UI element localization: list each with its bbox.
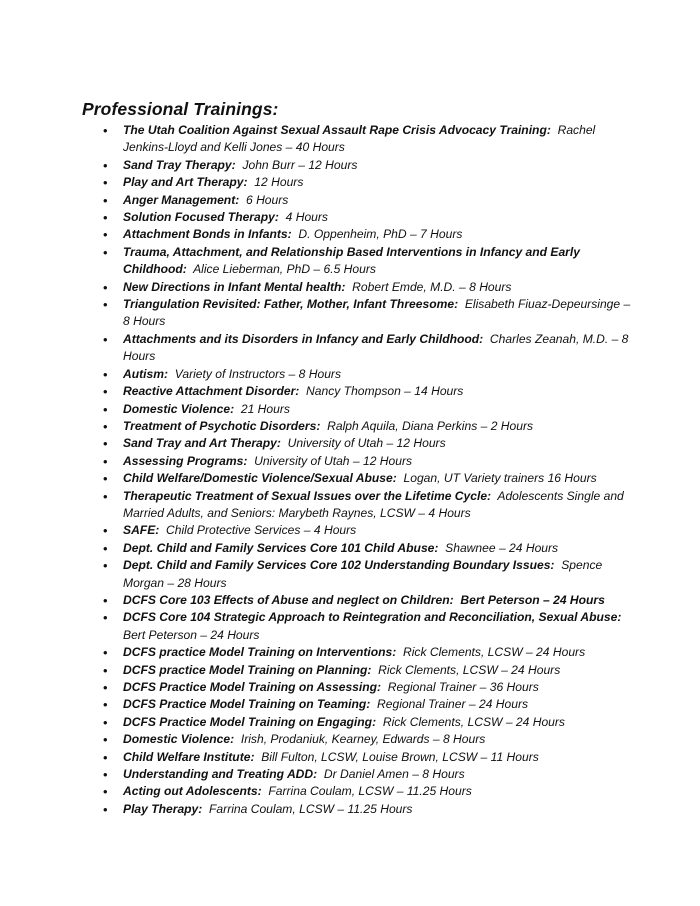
bullet-icon: • xyxy=(103,784,108,800)
training-list-item xyxy=(98,244,633,279)
bullet-icon: • xyxy=(103,279,108,295)
training-detail: Rick Clements, LCSW – 24 Hours xyxy=(403,645,586,660)
bullet-icon: • xyxy=(103,366,108,382)
bullet-icon: • xyxy=(103,714,108,730)
training-title: Dept. Child and Family Services Core 102 Understanding Boundary Issues: xyxy=(123,558,555,573)
bullet-icon: • xyxy=(103,453,108,469)
training-list-item xyxy=(98,122,633,157)
training-detail: University of Utah – 12 Hours xyxy=(287,436,446,451)
training-title: Child Welfare Institute: xyxy=(123,749,255,764)
training-list-item xyxy=(98,696,633,713)
bullet-icon: • xyxy=(103,767,108,783)
bullet-icon: • xyxy=(103,157,108,173)
training-detail: Elisabeth Fiuaz-Depeursinge – 8 Hours xyxy=(123,297,631,329)
training-detail: Alice Lieberman, PhD – 6.5 Hours xyxy=(193,262,376,277)
training-detail: Variety of Instructors – 8 Hours xyxy=(174,366,341,381)
bullet-icon: • xyxy=(103,592,108,608)
bullet-icon: • xyxy=(103,680,108,695)
training-title: SAFE: xyxy=(123,523,160,538)
training-list-item xyxy=(98,331,633,366)
training-list-item xyxy=(98,209,633,226)
training-detail: Dr Daniel Amen – 8 Hours xyxy=(323,767,465,782)
training-detail: Logan, UT Variety trainers 16 Hours xyxy=(403,471,597,486)
training-title: Play Therapy: xyxy=(123,801,203,816)
bullet-icon: • xyxy=(103,523,108,539)
bullet-icon: • xyxy=(103,645,108,661)
training-title: Reactive Attachment Disorder: xyxy=(123,384,300,399)
training-list-item xyxy=(98,279,633,296)
training-detail: Adolescents Single and Married Adults, and Seniors: Marybeth Raynes, LCSW – 4 Hours xyxy=(123,488,624,520)
training-detail: Farrina Coulam, LCSW – 11.25 Hours xyxy=(209,801,413,816)
bullet-icon: • xyxy=(103,244,108,260)
training-list-item xyxy=(98,296,633,331)
training-list-item xyxy=(98,470,633,487)
training-title: New Directions in Infant Mental health: xyxy=(123,279,346,294)
training-detail: Rick Clements, LCSW – 24 Hours xyxy=(382,714,565,729)
bullet-icon: • xyxy=(103,331,108,347)
bullet-icon: • xyxy=(103,697,108,713)
training-detail: University of Utah – 12 Hours xyxy=(254,453,413,468)
bullet-icon: • xyxy=(103,384,108,400)
training-title: Understanding and Treating ADD: xyxy=(123,767,318,782)
training-detail: 6 Hours xyxy=(245,192,289,207)
training-list-item xyxy=(98,383,633,400)
training-list-item xyxy=(98,418,633,435)
training-list-item xyxy=(98,679,633,696)
training-list-item xyxy=(98,453,633,470)
training-title: Acting out Adolescents: xyxy=(123,784,262,799)
training-detail: Regional Trainer – 24 Hours xyxy=(377,697,529,712)
training-title: The Utah Coalition Against Sexual Assault Rape Crisis Advocacy Training: xyxy=(123,123,551,137)
training-title: Child Welfare/Domestic Violence/Sexual Abuse: xyxy=(123,471,397,486)
training-list-item xyxy=(98,731,633,748)
training-list-item xyxy=(98,366,633,383)
training-title: DCFS Practice Model Training on Teaming: xyxy=(123,697,371,712)
bullet-icon: • xyxy=(103,210,108,226)
training-list-item xyxy=(98,488,633,523)
training-title: Therapeutic Treatment of Sexual Issues over the Lifetime Cycle: xyxy=(123,488,492,503)
training-title: DCFS practice Model Training on Interventions: xyxy=(123,645,397,660)
training-detail: 12 Hours xyxy=(254,175,304,190)
training-title: Domestic Violence: xyxy=(123,732,235,747)
training-title: Assessing Programs: xyxy=(123,453,248,468)
training-detail: D. Oppenheim, PhD – 7 Hours xyxy=(298,227,463,242)
training-list-item xyxy=(98,592,633,609)
training-title: Treatment of Psychotic Disorders: xyxy=(123,418,321,433)
bullet-icon: • xyxy=(103,732,108,748)
bullet-icon: • xyxy=(103,801,108,817)
training-list-item xyxy=(98,522,633,539)
training-detail: Nancy Thompson – 14 Hours xyxy=(306,384,464,399)
bullet-icon: • xyxy=(103,297,108,313)
training-title: Solution Focused Therapy: xyxy=(123,210,279,225)
bullet-icon: • xyxy=(103,558,108,574)
training-list-item xyxy=(98,801,633,818)
training-detail: Farrina Coulam, LCSW – 11.25 Hours xyxy=(268,784,472,799)
bullet-icon: • xyxy=(103,123,108,138)
training-title: Sand Tray Therapy: xyxy=(123,157,236,172)
training-detail: Robert Emde, M.D. – 8 Hours xyxy=(352,279,512,294)
training-list-item xyxy=(98,435,633,452)
bullet-icon: • xyxy=(103,175,108,191)
bullet-icon: • xyxy=(103,401,108,417)
bullet-icon: • xyxy=(103,610,108,626)
training-title: Domestic Violence: xyxy=(123,401,235,416)
training-list-item xyxy=(98,749,633,766)
training-title: DCFS Practice Model Training on Assessing: xyxy=(123,680,382,694)
training-list-item xyxy=(98,783,633,800)
training-detail: 4 Hours xyxy=(285,210,328,225)
training-list-item xyxy=(98,401,633,418)
training-list-item xyxy=(98,557,633,592)
training-title: Trauma, Attachment, and Relationship Based Interventions in Infancy and Early Childhood: xyxy=(123,244,580,277)
training-title: Autism: xyxy=(123,366,169,381)
training-detail: Charles Zeanah, M.D. – 8 Hours xyxy=(123,331,629,364)
bullet-icon: • xyxy=(103,418,108,434)
training-title: Anger Management: xyxy=(123,192,240,207)
training-list-item xyxy=(98,226,633,243)
bullet-icon: • xyxy=(103,488,108,504)
training-title: DCFS Practice Model Training on Engaging: xyxy=(123,714,377,729)
training-title: Play and Art Therapy: xyxy=(123,175,248,190)
bullet-icon: • xyxy=(103,471,108,487)
section-heading: Professional Trainings: xyxy=(82,99,279,119)
training-list-item xyxy=(98,609,633,644)
training-detail: Bert Peterson – 24 Hours xyxy=(123,627,260,642)
training-list-item xyxy=(98,174,633,191)
bullet-icon: • xyxy=(103,227,108,243)
training-detail: Child Protective Services – 4 Hours xyxy=(166,523,357,538)
training-detail: Ralph Aquila, Diana Perkins – 2 Hours xyxy=(327,418,534,433)
training-detail: Rick Clements, LCSW – 24 Hours xyxy=(378,662,561,677)
bullet-icon: • xyxy=(103,749,108,765)
training-detail: Regional Trainer – 36 Hours xyxy=(387,680,539,694)
training-list-item xyxy=(98,157,633,174)
training-list xyxy=(98,122,633,818)
training-title: Triangulation Revisited: Father, Mother, Infant Threesome: xyxy=(123,297,459,312)
training-title: DCFS Core 103 Effects of Abuse and neglect on Children: xyxy=(123,592,454,607)
training-list-item xyxy=(98,192,633,209)
bullet-icon: • xyxy=(103,192,108,208)
training-title: Dept. Child and Family Services Core 101 Child Abuse: xyxy=(123,540,439,555)
training-title: Sand Tray and Art Therapy: xyxy=(123,436,281,451)
training-detail: Shawnee – 24 Hours xyxy=(445,540,559,555)
training-title: DCFS Core 104 Strategic Approach to Reintegration and Reconciliation, Sexual Abuse: xyxy=(123,610,622,625)
training-detail: Bert Peterson – 24 Hours xyxy=(460,592,605,607)
training-detail: Irish, Prodaniuk, Kearney, Edwards – 8 Hours xyxy=(240,732,486,747)
training-detail: Bill Fulton, LCSW, Louise Brown, LCSW – 11 Hours xyxy=(261,749,539,764)
training-title: Attachments and its Disorders in Infancy and Early Childhood: xyxy=(123,331,484,346)
training-title: Attachment Bonds in Infants: xyxy=(123,227,292,242)
training-list-item xyxy=(98,662,633,679)
training-list-item xyxy=(98,644,633,661)
training-list-item xyxy=(98,540,633,557)
training-detail: 21 Hours xyxy=(240,401,290,416)
training-list-item xyxy=(98,714,633,731)
training-title: DCFS practice Model Training on Planning: xyxy=(123,662,372,677)
training-list-item xyxy=(98,766,633,783)
bullet-icon: • xyxy=(103,436,108,452)
training-detail: Spence Morgan – 28 Hours xyxy=(123,558,603,590)
training-detail: Rachel Jenkins-Lloyd and Kelli Jones – 40 Hours xyxy=(123,123,596,155)
bullet-icon: • xyxy=(103,540,108,556)
bullet-icon: • xyxy=(103,662,108,678)
training-detail: John Burr – 12 Hours xyxy=(242,157,358,172)
